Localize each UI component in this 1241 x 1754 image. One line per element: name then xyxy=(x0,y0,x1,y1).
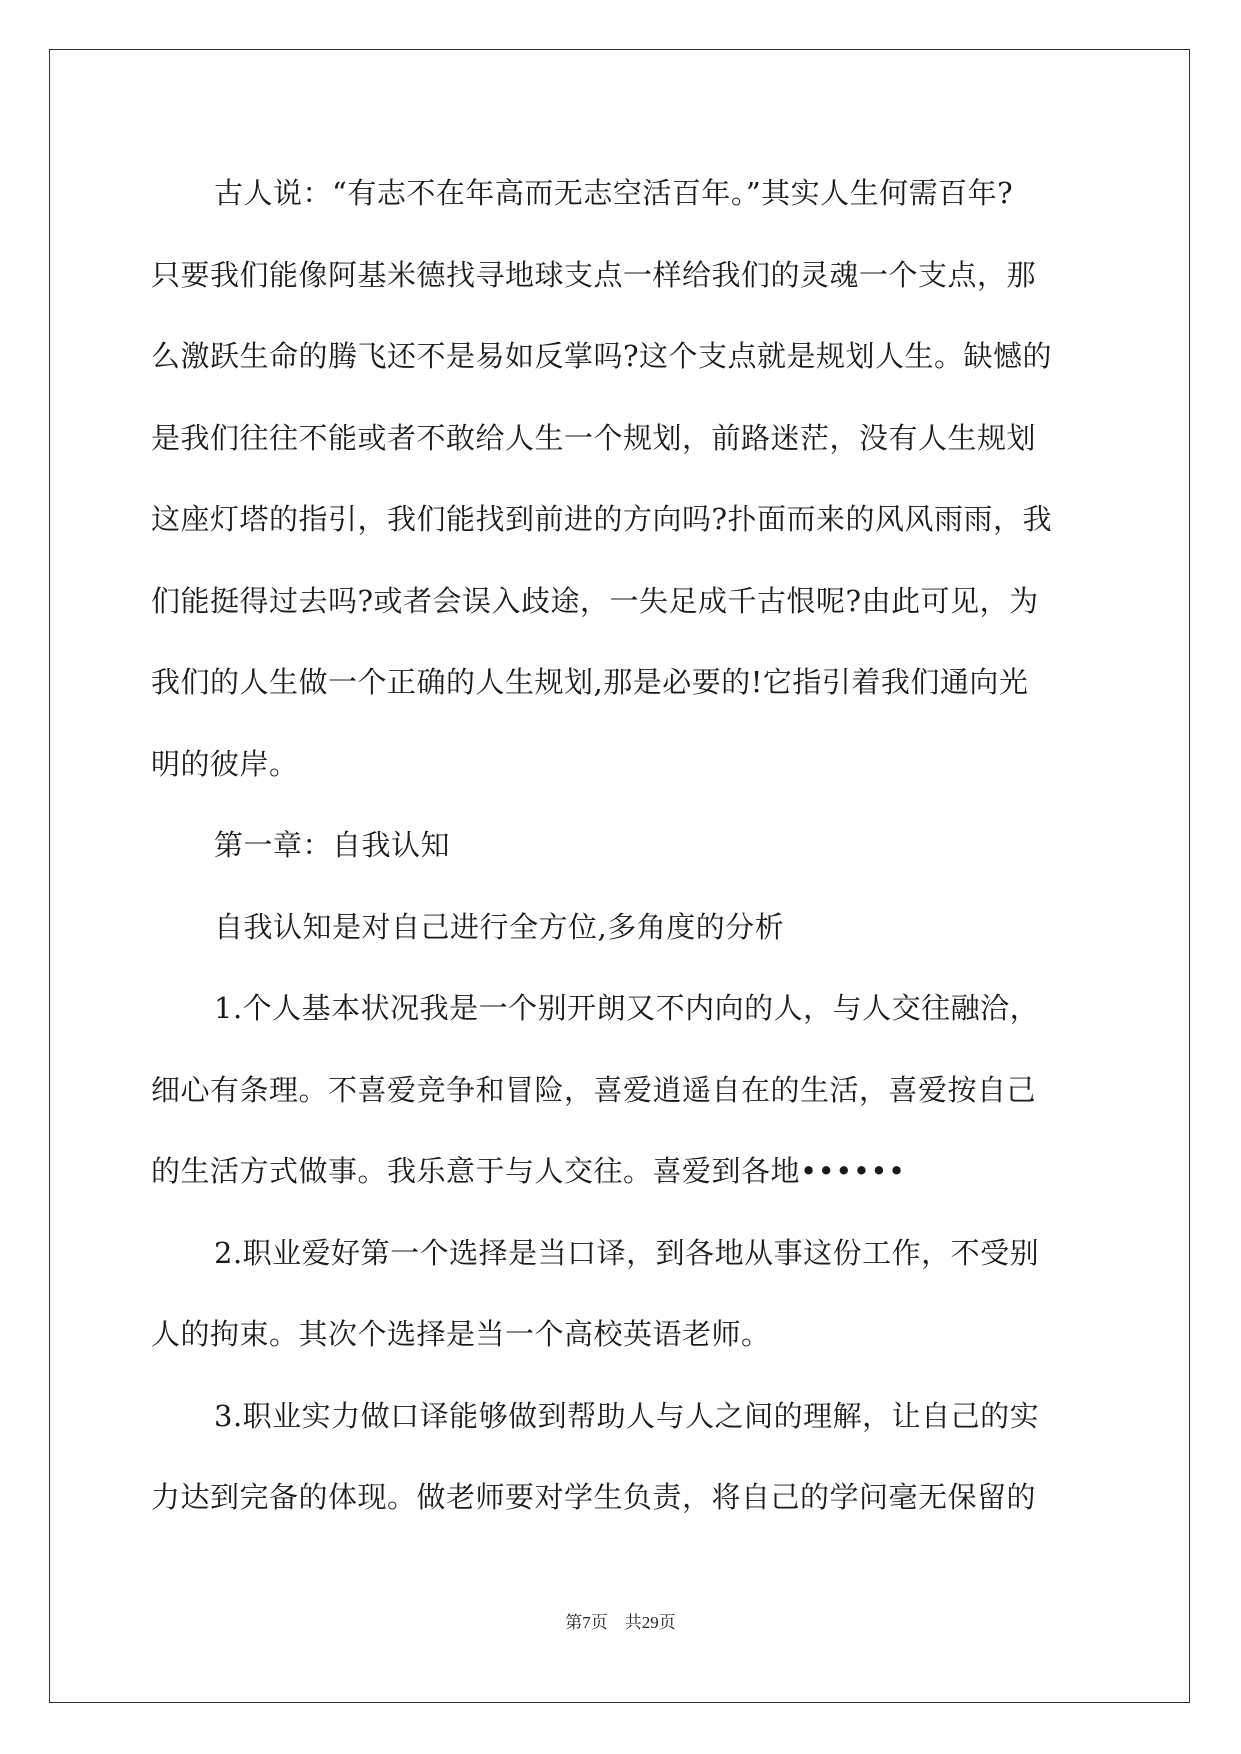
item-3-line: 3.职业实力做口译能够做到帮助人与人之间的理解，让自己的实 xyxy=(214,1398,1040,1433)
paragraph-intro-line: 只要我们能像阿基米德找寻地球支点一样给我们的灵魂一个支点，那 xyxy=(151,257,1037,292)
paragraph-intro-line: 我们的人生做一个正确的人生规划,那是必要的!它指引着我们通向光 xyxy=(151,665,1029,699)
paragraph-intro-line: 么激跃生命的腾飞还不是易如反掌吗?这个支点就是规划人生。缺憾的 xyxy=(151,339,1053,373)
item-1-line: 的生活方式做事。我乐意于与人交往。喜爱到各地•••••• xyxy=(151,1154,906,1188)
chapter-heading: 第一章：自我认知 xyxy=(214,828,451,862)
item-2-line: 2.职业爱好第一个选择是当口译，到各地从事这份工作，不受别 xyxy=(214,1235,1040,1270)
item-2-line: 人的拘束。其次个选择是当一个高校英语老师。 xyxy=(151,1317,771,1351)
paragraph-intro-line: 古人说：“有志不在年高而无志空活百年。”其实人生何需百年? xyxy=(214,176,1014,210)
paragraph-intro-line: 明的彼岸。 xyxy=(151,746,299,781)
item-3-line: 力达到完备的体现。做老师要对学生负责，将自己的学问毫无保留的 xyxy=(151,1480,1037,1514)
document-body xyxy=(151,153,1091,1539)
page-number: 第7页 共29页 xyxy=(565,1613,676,1632)
paragraph-intro-line: 这座灯塔的指引，我们能找到前进的方向吗?扑面而来的风风雨雨，我 xyxy=(151,502,1053,536)
paragraph-intro-line: 是我们往往不能或者不敢给人生一个规划，前路迷茫，没有人生规划 xyxy=(151,420,1037,455)
paragraph-intro-line: 们能挺得过去吗?或者会误入歧途，一失足成千古恨呢?由此可见，为 xyxy=(151,583,1039,618)
item-1-line: 细心有条理。不喜爱竞争和冒险，喜爱逍遥自在的生活，喜爱按自己 xyxy=(151,1072,1037,1107)
item-1-line: 1.个人基本状况我是一个别开朗又不内向的人，与人交往融洽， xyxy=(214,991,1040,1025)
section-intro: 自我认知是对自己进行全方位,多角度的分析 xyxy=(214,909,785,944)
